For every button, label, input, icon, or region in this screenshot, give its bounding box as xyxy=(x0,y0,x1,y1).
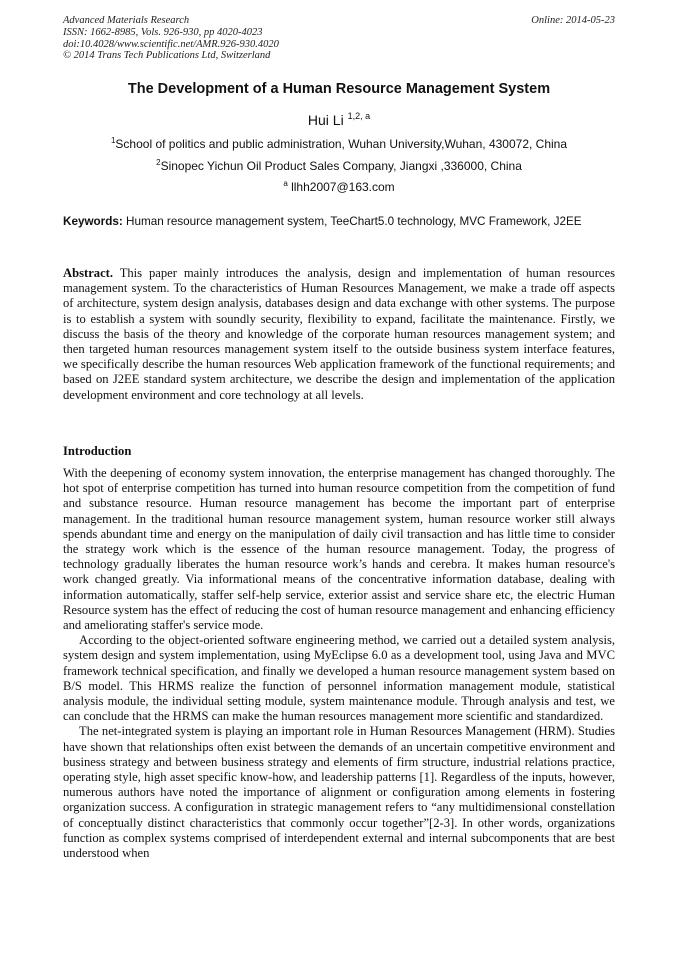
keywords xyxy=(63,214,615,229)
author-name: Hui Li xyxy=(307,112,348,128)
abstract xyxy=(63,266,615,403)
copyright-line: © 2014 Trans Tech Publications Ltd, Switzerland xyxy=(63,50,271,62)
keywords-text: Human resource management system, TeeChart5.0 technology, MVC Framework, J2EE xyxy=(122,215,582,228)
paper-title: The Development of a Human Resource Management System xyxy=(127,81,551,97)
affiliation-2-text: Sinopec Yichun Oil Product Sales Company, Jiangxi ,336000, China xyxy=(160,159,522,173)
journal-header xyxy=(63,15,279,62)
affiliation-2 xyxy=(0,159,678,173)
section-heading-introduction: Introduction xyxy=(63,444,132,458)
email-text: llhh2007@163.com xyxy=(287,180,395,194)
affiliation-1-text: School of politics and public administration, Wuhan University,Wuhan, 430072, China xyxy=(115,137,568,151)
author-sup: 1,2, a xyxy=(347,111,371,121)
issn-line: ISSN: 1662-8985, Vols. 926-930, pp 4020-4023 xyxy=(63,26,263,38)
paragraph: According to the object-oriented software engineering method, we carried out a detailed system analysis, system design and system implementation, using MyEclipse 6.0 as a development tool, using Java and MVC framework technical specification, and finally we developed a human resource management system based on B/S model. This HRMS realize the function of personnel information management module, statistical analysis module, the individual setting module, system maintenance module. Through analysis and test, we can conclude that the HRMS can make the human resources management more scientific and standardized. xyxy=(63,633,615,724)
affiliation-2-sup: 2 xyxy=(156,158,161,167)
keywords-label: Keywords: xyxy=(63,215,123,228)
affiliation-1-sup: 1 xyxy=(110,136,116,145)
paragraph: The net-integrated system is playing an important role in Human Resources Management (HRM). Studies have shown that relationships often exist between the demands of an uncertain competitive environment and business strategy and between business strategy and elements of firm structure, industrial relations practice, operating style, high asset specific know-how, and leadership patterns [1]. Regardless of the inputs, however, numerous authors have noted the importance of alignment or configuration among elements in fostering organization success. A configuration in strategic management refers to “any multidimensional constellation of conceptually distinct characteristics that commonly occur together”[2-3]. In other words, organizations function as complex systems comprised of interdependent external and internal subcomponents that are best understood when xyxy=(63,724,615,861)
online-date: Online: 2014-05-23 xyxy=(531,15,615,26)
author-email xyxy=(0,180,678,194)
introduction-body xyxy=(63,466,615,861)
paragraph: With the deepening of economy system innovation, the enterprise management has changed thoroughly. The hot spot of enterprise competition has turned into human resource competition from the competition of fund and substance resource. Human resource management has become the important part of enterprise management. In the traditional human resource management system, human resource worker still always spends abundant time and energy on the manipulation of daily civil transaction and has little time to consider the strategy work which is the essence of the human resource management. Today, the progress of technology gradually liberates the human resource work’s hands and cerebra. It makes human resource's work changed greatly. Via informational means of the concentrative information database, dealing with information automatically, staffer self-help service, exterior assist and service share etc, the electric Human Resource system has the effect of reducing the cost of human resource management and enhancing efficiency and ameliorating staffer's service mode. xyxy=(63,466,615,633)
journal-name: Advanced Materials Research xyxy=(63,15,190,26)
affiliation-1 xyxy=(0,137,678,151)
abstract-label: Abstract. xyxy=(63,266,114,280)
author-line xyxy=(0,112,678,128)
email-sup: a xyxy=(283,179,288,188)
doi-line: doi:10.4028/www.scientific.net/AMR.926-930.4020 xyxy=(63,38,279,50)
abstract-text: This paper mainly introduces the analysis, design and implementation of human resources management system. To the characteristics of Human Resources Management, we make a trade off aspects of architecture, system design analysis, databases design and data exchange with other systems. The purpose is to establish a system with soundly security, flexibility to expand, facilitate the maintenance. Firstly, we discuss the basis of the theory and knowledge of the corporate human resources management system; and then targeted human resources management system itself to the outside business system interface features, we specifically describe the human resources Web application framework of the functional requirements; and based on J2EE standard system architecture, we describe the design and implementation of the application development environment and core technology at all levels. xyxy=(63,266,615,402)
